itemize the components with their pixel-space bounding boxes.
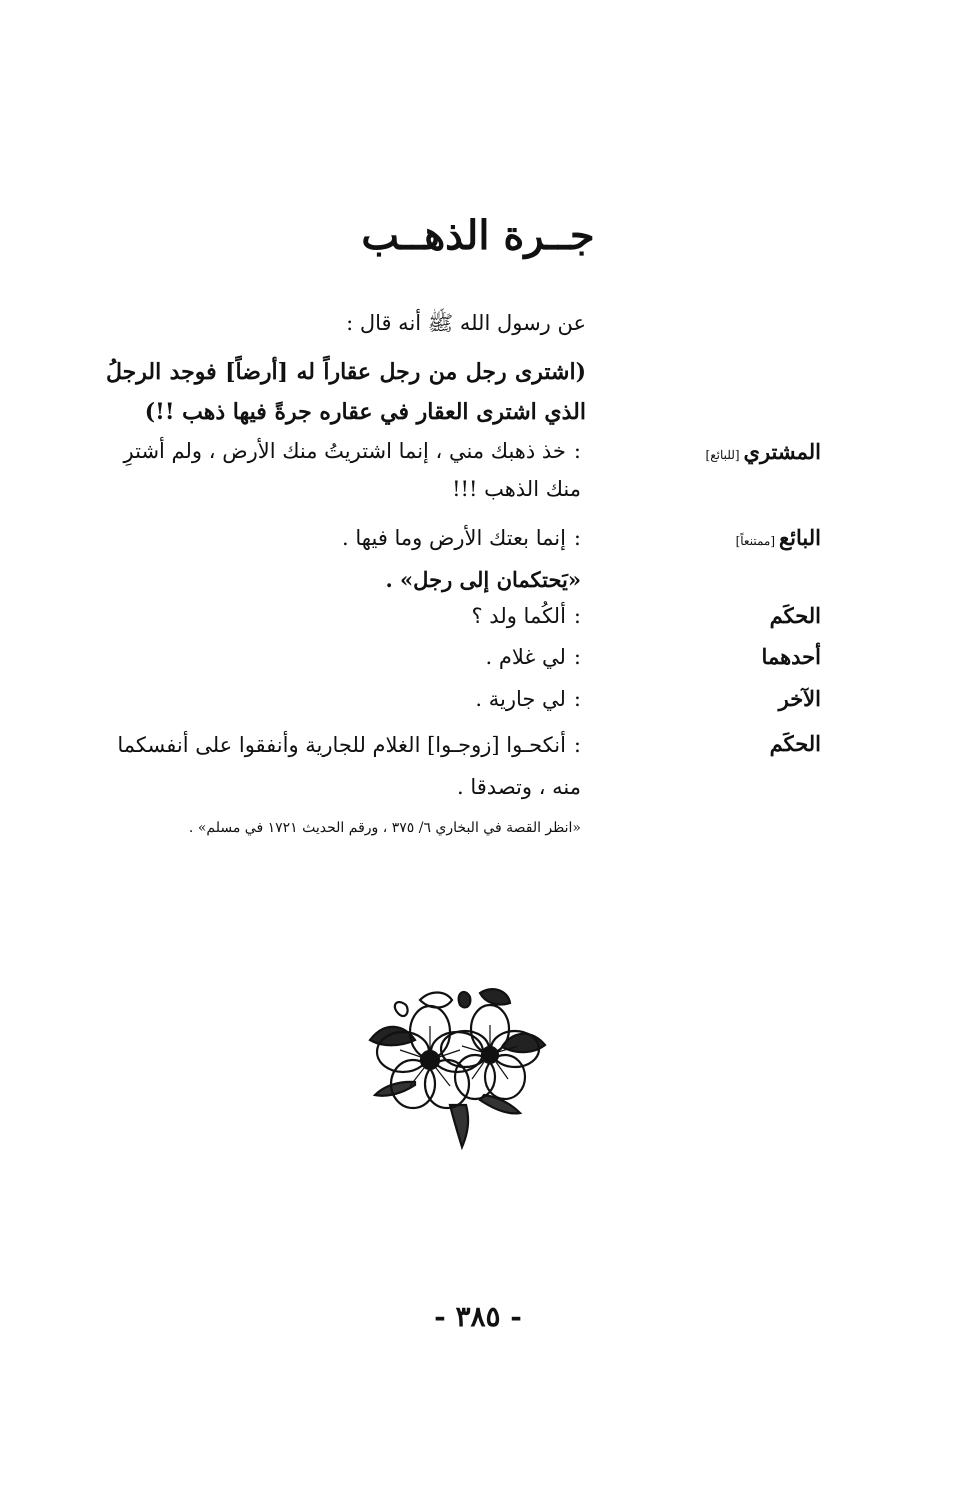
- dialogue-text-value: خذ ذهبك مني ، إنما اشتريتُ منك الأرض ، ولم أشترِ منك الذهب !!!: [123, 439, 581, 501]
- dialogue-text: :ألكُما ولد ؟: [471, 604, 581, 628]
- dialogue-text: :أنكحـوا [زوجـوا] الغلام للجارية وأنفقوا على أنفسكما منه ، وتصدقا .: [117, 733, 581, 799]
- speaker-label: [701, 596, 821, 636]
- page-number: - ٣٨٥ -: [434, 1300, 522, 1333]
- flower-ornament-icon: [360, 985, 560, 1150]
- hadith-text: (اشترى رجل من رجل عقاراً له [أرضاً] فوجد الرجلُ الذي اشترى العقار في عقاره جرةً فيها ذهب !!): [106, 359, 586, 425]
- speaker-name: الحكَم: [769, 603, 821, 628]
- speaker-label: [701, 432, 821, 475]
- speaker-label: [701, 637, 821, 677]
- narration-line: «يَحتكمان إلى رجل» .: [385, 567, 581, 592]
- dialogue-text: :لي جارية .: [475, 687, 581, 711]
- speaker-label: [701, 679, 821, 719]
- speaker-label: [701, 724, 821, 764]
- dialogue-text-value: ألكُما ولد ؟: [471, 604, 566, 628]
- speaker-name: البائع: [779, 525, 821, 550]
- intro-line: عن رسول الله ﷺ أنه قال :: [346, 311, 586, 335]
- dialogue-text: :خذ ذهبك مني ، إنما اشتريتُ منك الأرض ، ولم أشترِ منك الذهب !!!: [123, 439, 581, 501]
- speaker-name: المشتري: [743, 439, 821, 464]
- dialogue-text-value: لي غلام .: [485, 645, 566, 669]
- speaker-label: [701, 518, 821, 561]
- dialogue-text-value: لي جارية .: [475, 687, 566, 711]
- dialogue-text: :إنما بعتك الأرض وما فيها .: [342, 526, 581, 550]
- dialogue-text-value: إنما بعتك الأرض وما فيها .: [342, 526, 566, 550]
- speaker-name: الآخر: [778, 686, 821, 711]
- footnote: «انظر القصة في البخاري ٦/ ٣٧٥ ، ورقم الحديث ١٧٢١ في مسلم» .: [188, 820, 581, 836]
- dialogue-text-value: أنكحـوا [زوجـوا] الغلام للجارية وأنفقوا على أنفسكما منه ، وتصدقا .: [117, 733, 581, 799]
- page-title: جــرة الذهــب: [361, 212, 595, 259]
- speaker-note: [ممتنعاً]: [735, 534, 775, 548]
- speaker-name: أحدهما: [761, 644, 821, 669]
- speaker-name: الحكَم: [769, 731, 821, 756]
- speaker-note: [للبائع]: [705, 448, 740, 462]
- dialogue-text: :لي غلام .: [485, 645, 581, 669]
